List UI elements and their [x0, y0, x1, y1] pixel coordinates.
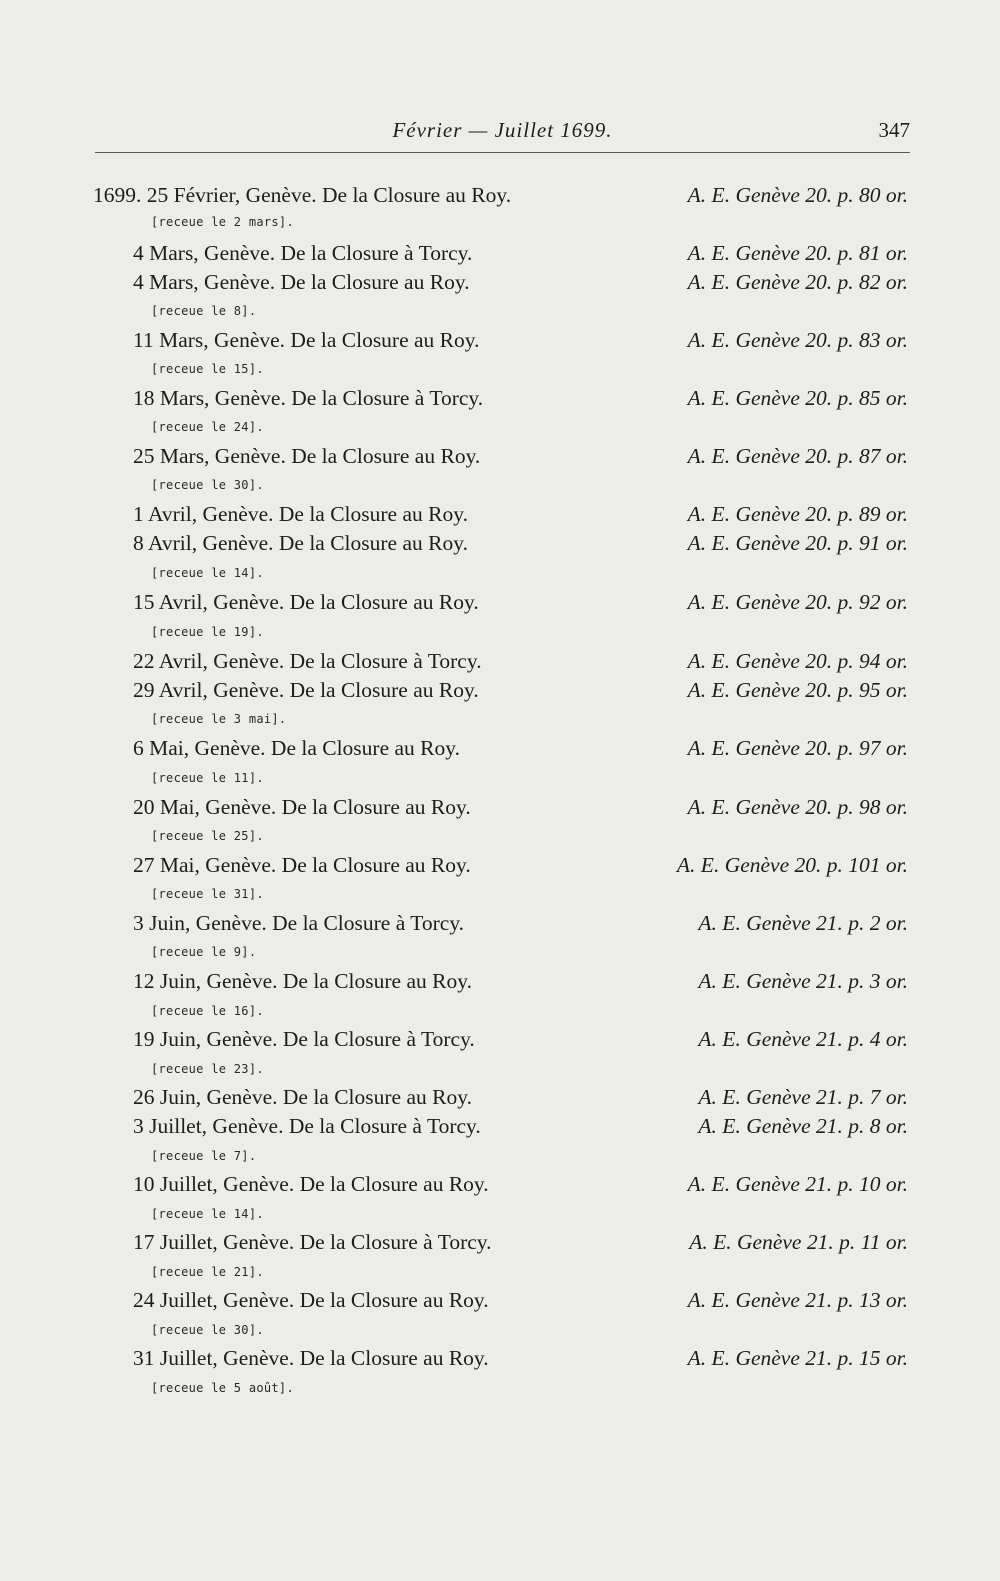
entry-text: 19 Juin, Genève. De la Closure à Torcy. — [133, 1027, 475, 1051]
archive-reference: A. E. Genève 20. p. 95 or. — [687, 678, 908, 702]
entry-line — [133, 1170, 908, 1198]
receipt-note: [receue le 25]. — [151, 829, 264, 843]
entry-line — [133, 909, 908, 937]
archive-reference: A. E. Genève 21. p. 10 or. — [687, 1172, 908, 1196]
receipt-note: [receue le 14]. — [151, 566, 264, 580]
entry-line — [133, 1025, 908, 1053]
running-title: Février — Juillet 1699. — [392, 118, 613, 142]
receipt-note: [receue le 30]. — [151, 1323, 264, 1337]
entry-text: 8 Avril, Genève. De la Closure au Roy. — [133, 531, 468, 555]
archive-reference: A. E. Genève 21. p. 11 or. — [689, 1230, 908, 1254]
entry-text: 26 Juin, Genève. De la Closure au Roy. — [133, 1085, 472, 1109]
entry-line — [133, 1112, 908, 1140]
receipt-note: [receue le 2 mars]. — [151, 215, 294, 229]
entry-text: 29 Avril, Genève. De la Closure au Roy. — [133, 678, 479, 702]
entry-text: 17 Juillet, Genève. De la Closure à Torcy. — [133, 1230, 492, 1254]
entry-line — [133, 384, 908, 412]
archive-reference: A. E. Genève 21. p. 13 or. — [687, 1288, 908, 1312]
archive-reference: A. E. Genève 20. p. 82 or. — [687, 270, 908, 294]
archive-reference: A. E. Genève 20. p. 81 or. — [687, 241, 908, 265]
entry-line — [133, 1286, 908, 1314]
entry-line — [133, 1083, 908, 1111]
archive-reference: A. E. Genève 21. p. 3 or. — [698, 969, 908, 993]
archive-reference: A. E. Genève 21. p. 7 or. — [698, 1085, 908, 1109]
entry-text: 10 Juillet, Genève. De la Closure au Roy. — [133, 1172, 489, 1196]
archive-reference: A. E. Genève 21. p. 8 or. — [698, 1114, 908, 1138]
entry-line — [133, 967, 908, 995]
header-rule — [95, 152, 910, 153]
receipt-note: [receue le 16]. — [151, 1004, 264, 1018]
entry-text: 3 Juin, Genève. De la Closure à Torcy. — [133, 911, 465, 935]
entry-line — [133, 326, 908, 354]
entry-text: 11 Mars, Genève. De la Closure au Roy. — [133, 328, 480, 352]
archive-reference: A. E. Genève 20. p. 91 or. — [687, 531, 908, 555]
entry-line — [133, 239, 908, 267]
entry-line — [133, 793, 908, 821]
receipt-note: [receue le 30]. — [151, 478, 264, 492]
entry-line — [133, 442, 908, 470]
archive-reference: A. E. Genève 21. p. 2 or. — [698, 911, 908, 935]
entry-text: 1699. 25 Février, Genève. De la Closure au Roy. — [93, 183, 512, 207]
entry-line — [133, 647, 908, 675]
archive-reference: A. E. Genève 20. p. 97 or. — [687, 736, 908, 760]
archive-reference: A. E. Genève 20. p. 94 or. — [687, 649, 908, 673]
receipt-note: [receue le 14]. — [151, 1207, 264, 1221]
archive-reference: A. E. Genève 20. p. 92 or. — [687, 590, 908, 614]
receipt-note: [receue le 7]. — [151, 1149, 257, 1163]
receipt-note: [receue le 8]. — [151, 304, 257, 318]
entry-text: 12 Juin, Genève. De la Closure au Roy. — [133, 969, 472, 993]
receipt-note: [receue le 15]. — [151, 362, 264, 376]
receipt-note: [receue le 19]. — [151, 625, 264, 639]
receipt-note: [receue le 3 mai]. — [151, 712, 287, 726]
archive-reference: A. E. Genève 20. p. 83 or. — [687, 328, 908, 352]
archive-reference: A. E. Genève 20. p. 85 or. — [687, 386, 908, 410]
entry-text: 22 Avril, Genève. De la Closure à Torcy. — [133, 649, 482, 673]
archive-reference: A. E. Genève 21. p. 4 or. — [698, 1027, 908, 1051]
entry-line — [133, 588, 908, 616]
entry-line — [133, 529, 908, 557]
archive-reference: A. E. Genève 20. p. 101 or. — [676, 853, 908, 877]
archive-reference: A. E. Genève 20. p. 89 or. — [687, 502, 908, 526]
receipt-note: [receue le 24]. — [151, 420, 264, 434]
page-header — [95, 118, 910, 148]
entry-line — [133, 500, 908, 528]
archive-reference: A. E. Genève 20. p. 87 or. — [687, 444, 908, 468]
entry-line — [133, 1344, 908, 1372]
entry-line — [133, 851, 908, 879]
entry-text: 3 Juillet, Genève. De la Closure à Torcy. — [133, 1114, 481, 1138]
entry-line — [133, 676, 908, 704]
entry-text: 25 Mars, Genève. De la Closure au Roy. — [133, 444, 481, 468]
receipt-note: [receue le 11]. — [151, 771, 264, 785]
entry-text: 15 Avril, Genève. De la Closure au Roy. — [133, 590, 479, 614]
receipt-note: [receue le 5 août]. — [151, 1381, 294, 1395]
entry-text: 20 Mai, Genève. De la Closure au Roy. — [133, 795, 471, 819]
entry-line — [133, 268, 908, 296]
entry-text: 4 Mars, Genève. De la Closure au Roy. — [133, 270, 470, 294]
receipt-note: [receue le 31]. — [151, 887, 264, 901]
archive-reference: A. E. Genève 20. p. 80 or. — [687, 183, 908, 207]
receipt-note: [receue le 9]. — [151, 945, 257, 959]
page-number: 347 — [878, 118, 910, 142]
entry-text: 1 Avril, Genève. De la Closure au Roy. — [133, 502, 468, 526]
archive-reference: A. E. Genève 21. p. 15 or. — [687, 1346, 908, 1370]
receipt-note: [receue le 21]. — [151, 1265, 264, 1279]
entry-text: 6 Mai, Genève. De la Closure au Roy. — [133, 736, 460, 760]
entry-text: 18 Mars, Genève. De la Closure à Torcy. — [133, 386, 484, 410]
entry-line — [133, 734, 908, 762]
entry-text: 27 Mai, Genève. De la Closure au Roy. — [133, 853, 471, 877]
entry-text: 4 Mars, Genève. De la Closure à Torcy. — [133, 241, 473, 265]
entry-text: 24 Juillet, Genève. De la Closure au Roy. — [133, 1288, 489, 1312]
entry-line — [93, 181, 908, 209]
archive-reference: A. E. Genève 20. p. 98 or. — [687, 795, 908, 819]
receipt-note: [receue le 23]. — [151, 1062, 264, 1076]
entry-line — [133, 1228, 908, 1256]
entry-text: 31 Juillet, Genève. De la Closure au Roy. — [133, 1346, 489, 1370]
